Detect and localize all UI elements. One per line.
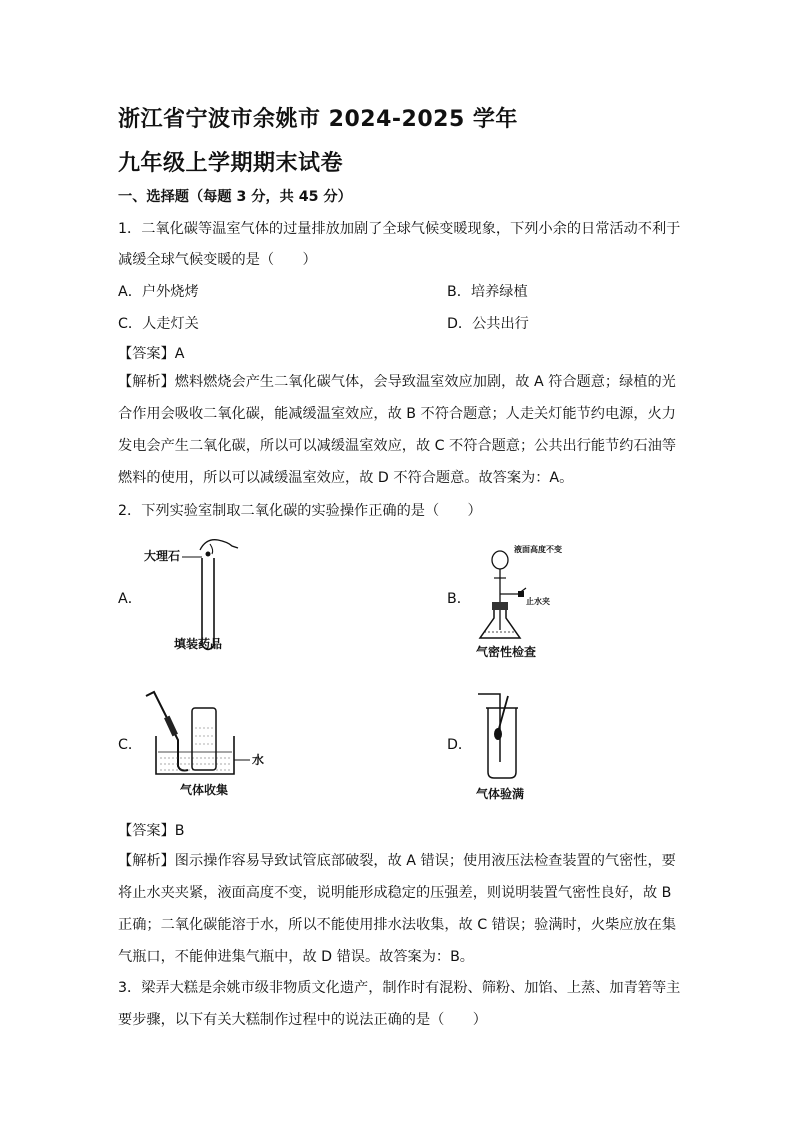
q2-option-b-label: B． (447, 591, 471, 607)
q1-stem-line2: 减缓全球气候变暖的是（ ） (118, 252, 317, 268)
figure-d-check-full (470, 690, 570, 808)
figure-d-caption: 气体验满 (476, 787, 525, 801)
figure-a-label-marble: 大理石 (144, 549, 181, 563)
water-hatch (160, 758, 230, 770)
figure-c-caption: 气体收集 (180, 783, 229, 797)
figure-c-gas-collection (140, 688, 290, 800)
clamp-icon (518, 591, 524, 597)
test-tube-icon (202, 558, 214, 650)
q2-stem: 2．下列实验室制取二氧化碳的实验操作正确的是（ ） (118, 503, 482, 519)
funnel-icon (492, 551, 508, 569)
figure-b-caption: 气密性检查 (476, 645, 537, 659)
inlet-tube (478, 694, 500, 762)
q1-analysis-line: 发电会产生二氧化碳，所以可以减缓温室效应，故 C 不符合题意；公共出行能节约石油等 (118, 438, 677, 454)
q1-option-d: D．公共出行 (447, 316, 529, 332)
q1-option-b: B．培养绿植 (447, 284, 528, 300)
figure-b-label-liquid-level: 液面高度不变 (514, 545, 562, 554)
figure-b-airtightness-check (470, 542, 600, 662)
figure-a-caption: 填装药品 (174, 637, 223, 651)
gas-jar-icon (192, 708, 216, 770)
q2-option-d-label: D． (447, 737, 473, 753)
q2-analysis-line: 气瓶口，不能伸进集气瓶中，故 D 错误。故答案为：B。 (118, 949, 474, 965)
q1-analysis-line: 【解析】燃料燃烧会产生二氧化碳气体，会导致温室效应加剧，故 A 符合题意；绿植的光 (118, 374, 676, 390)
hand-icon (200, 540, 238, 550)
q2-analysis-line: 将止水夹夹紧，液面高度不变，说明能形成稳定的压强差，则说明装置气密性良好，故 B (118, 885, 672, 901)
figure-b-label-clamp: 止水夹 (526, 597, 550, 606)
q3-stem-line2: 要步骤，以下有关大糕制作过程中的说法正确的是（ ） (118, 1012, 487, 1028)
stopper-icon (492, 602, 508, 610)
q1-answer: 【答案】A (118, 346, 185, 362)
figure-a-filling-reagent (140, 530, 260, 660)
q2-answer: 【答案】B (118, 823, 185, 839)
figure-c-label-water: 水 (252, 753, 265, 767)
q2-option-a-label: A． (118, 591, 142, 607)
q2-analysis-line: 正确；二氧化碳能溶于水，所以不能使用排水法收集，故 C 错误；验满时，火柴应放在集 (118, 917, 677, 933)
q1-option-a: A．户外烧烤 (118, 284, 199, 300)
q1-analysis-line: 合作用会吸收二氧化碳，能减缓温室效应，故 B 不符合题意；人走关灯能节约电源，火力 (118, 406, 676, 422)
delivery-tube (146, 692, 188, 771)
doc-title-line2: 九年级上学期期末试卷 (118, 151, 344, 176)
water-trough-icon (156, 736, 234, 774)
q2-analysis-line: 【解析】图示操作容易导致试管底部破裂，故 A 错误；使用液压法检查装置的气密性，要 (118, 853, 676, 869)
q1-analysis-line: 燃料的使用，所以可以减缓温室效应，故 D 不符合题意。故答案为：A。 (118, 470, 574, 486)
doc-title-line1: 浙江省宁波市余姚市 2024-2025 学年 (118, 107, 518, 132)
q2-analysis (118, 845, 678, 973)
flame-icon (494, 728, 502, 740)
q1-stem-line1: 1．二氧化碳等温室气体的过量排放加剧了全球气候变暖现象，下列小余的日常活动不利于 (118, 221, 681, 237)
gas-jar-hatch (195, 728, 213, 744)
tweezers-icon (210, 544, 213, 554)
q1-analysis (118, 366, 678, 494)
section-heading: 一、选择题（每题 3 分，共 45 分） (118, 189, 352, 205)
marble-piece-icon (206, 552, 211, 557)
q3-stem-line1: 3．梁弄大糕是余姚市级非物质文化遗产，制作时有混粉、筛粉、加馅、上蒸、加青箬等主 (118, 980, 681, 996)
q1-option-c: C．人走灯关 (118, 316, 199, 332)
q2-option-c-label: C． (118, 737, 143, 753)
rubber-tube-icon (164, 716, 178, 737)
